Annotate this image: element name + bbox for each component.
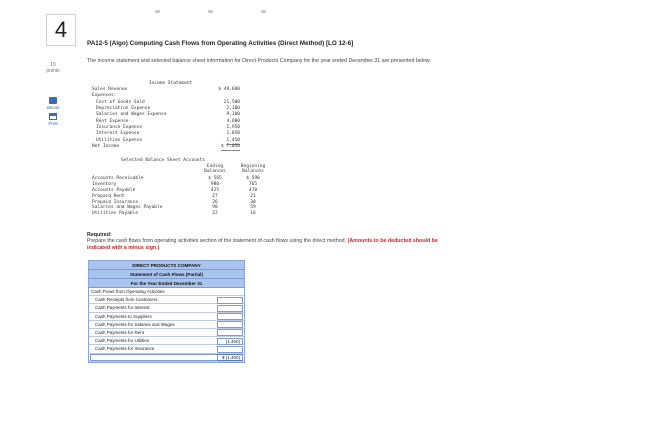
bs-row: Prepaid Rent 27 21 xyxy=(92,193,256,199)
amount-input[interactable] xyxy=(217,346,243,353)
form-row: Cash Payments for Salaries and Wages xyxy=(89,321,244,329)
form-section-row xyxy=(89,288,244,296)
total-label-input[interactable] xyxy=(90,354,218,361)
question-number: 4 xyxy=(46,14,76,46)
bs-row: Prepaid Insurance 26 30 xyxy=(92,199,256,205)
col-beginning: Beginning Balances xyxy=(240,164,266,174)
is-row: Rent Expense 4,600 xyxy=(96,118,240,124)
required-instruction: Prepare the cash flows from operating activities section of the statement of cash flows using the direct method. xyxy=(87,238,347,244)
amount-input[interactable]: (1,450) xyxy=(217,338,243,345)
balance-sheet-title: Selected Balance Sheet Accounts xyxy=(121,158,205,163)
is-row: Net Income $ 7,050 xyxy=(88,144,253,150)
form-row: Cash Payments for Interest xyxy=(89,304,244,312)
required-label: Required: xyxy=(87,232,112,238)
form-company: DIRECT PRODUCTS COMPANY xyxy=(89,261,244,270)
bs-row: Accounts Payable 425 470 xyxy=(92,187,258,193)
form-row: Cash Payments for Utilities (1,450) xyxy=(89,337,244,345)
form-row: Cash Receipts from Customers xyxy=(89,296,244,304)
balance-sheet-accounts xyxy=(88,158,266,217)
ebook-label: eBook xyxy=(46,105,60,110)
form-total-row xyxy=(89,354,244,362)
points-indicator xyxy=(38,62,68,74)
is-row: Sales Revenue $ 49,600 xyxy=(92,87,240,92)
bs-row: Inventory 980 765 xyxy=(92,181,258,187)
required-text xyxy=(87,238,457,252)
amount-input[interactable] xyxy=(217,297,243,304)
is-row: Cost of Goods Sold 21,500 xyxy=(96,99,240,105)
required-note: (Amounts to be deducted should be indicated with a minus sign.) xyxy=(87,238,438,251)
form-period: For the Year Ended December 31 xyxy=(89,279,244,288)
problem-intro: The income statement and selected balance sheet information for Direct Products Company for the year ended December 31 are presented below. xyxy=(87,58,431,64)
amount-input[interactable] xyxy=(217,305,243,312)
cash-flow-form xyxy=(88,260,245,363)
amount-input[interactable] xyxy=(217,321,243,328)
section-label: Cash Flows from Operating Activities xyxy=(91,289,165,294)
book-icon xyxy=(49,97,57,104)
bs-row: Utilities Payable 22 16 xyxy=(92,211,256,217)
form-row: Cash Payments to Suppliers xyxy=(89,313,244,321)
is-row: Interest Expense 1,850 xyxy=(96,131,240,137)
is-row: Salaries and Wages Expense 9,100 xyxy=(96,112,240,118)
form-row: Cash Payments for Insurance xyxy=(89,345,244,353)
amount-input[interactable] xyxy=(217,329,243,336)
is-row: Depreciation Expense 2,100 xyxy=(96,106,240,112)
points-label: points xyxy=(46,68,60,74)
printer-icon xyxy=(49,113,57,120)
form-statement: Statement of Cash Flows (Partial) xyxy=(89,270,244,279)
form-row: Cash Payments for Rent xyxy=(89,329,244,337)
print-button[interactable] xyxy=(38,113,68,126)
print-label: Print xyxy=(48,121,58,126)
bs-row: Salaries and Wages Payable 98 59 xyxy=(92,205,256,211)
total-amount-input[interactable]: $ (1,450) xyxy=(217,354,243,361)
problem-title: PA12-5 (Algo) Computing Cash Flows from Operating Activities (Direct Method) [LO 12-6] xyxy=(87,40,354,47)
balance-sheet-header xyxy=(88,164,266,176)
points-value: 10 xyxy=(50,62,56,68)
ebook-button[interactable] xyxy=(38,97,68,110)
is-row: Expenses: xyxy=(92,93,117,99)
is-row: Utilities Expense 1,450 xyxy=(88,138,253,144)
bs-row: Accounts Receivable $ 565 $ 590 xyxy=(92,176,260,181)
income-statement-title: Income Statement xyxy=(148,81,193,86)
income-statement xyxy=(88,80,253,150)
is-row: Insurance Expense 1,950 xyxy=(96,125,240,131)
amount-input[interactable] xyxy=(217,313,243,320)
top-nav-fragment xyxy=(155,0,355,4)
col-ending: Ending Balances xyxy=(204,164,226,174)
